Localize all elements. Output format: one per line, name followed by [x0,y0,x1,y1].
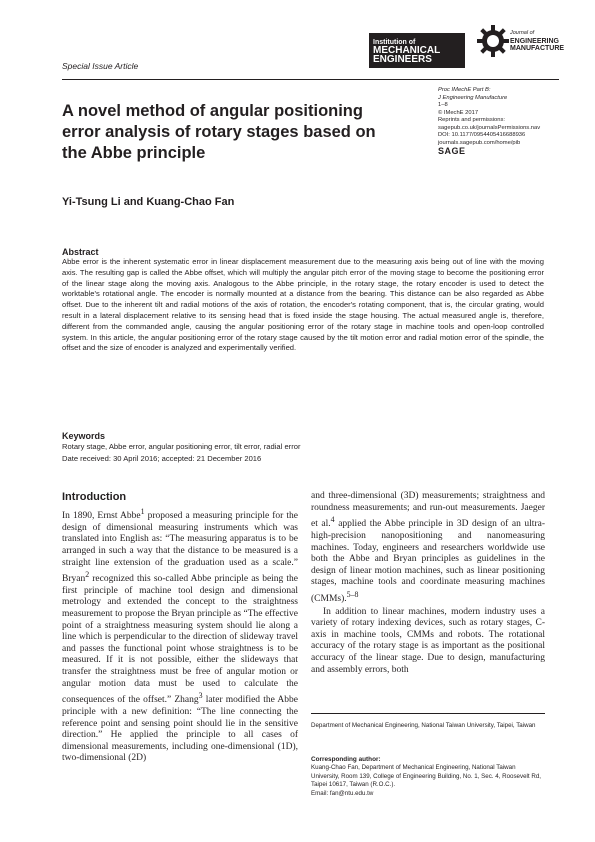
article-type: Special Issue Article [62,61,139,71]
citation-2[interactable]: 2 [85,570,90,580]
journal-logo-line2: ENGINEERING [510,37,560,45]
citation-3[interactable]: 3 [198,691,203,701]
keywords-text: Rotary stage, Abbe error, angular positioning error, tilt error, radial error [62,442,301,451]
keywords-heading: Keywords [62,431,106,441]
intro-paragraph-2: In addition to linear machines, modern industry uses a variety of rotary indexing devices, such as rotary stages, C-axis in machine tools, CMMs and robots. The rotational accuracy of the rotary stage is as important as the positional accuracy of the linear stage. Due to design, manufacturing and assembly errors, both [311,606,545,675]
corresponding-author-address: Kuang-Chao Fan, Department of Mechanical Engineering, National Taiwan University, Room 139, College of Engineering Building, No. 1, Sec. 4, Roosevelt Rd, Taipei 10617, Taiwan (R.O.C.). [311,764,541,788]
abstract-heading: Abstract [62,247,99,257]
abstract-text: Abbe error is the inherent systematic error in linear displacement measurement due to the measuring axis being out of line with the moving axis. The resulting gap is called the Abbe offset, which will multiply the angular pitch error of the moving stage to become the positioning error of the linear stage along the moving axis. Analogous to the Abbe principle, in the rotary stage, the rotary encoder is used to detect the worktable's rotational angle. The encoder is normally mounted at a distance from the bearing. This distance can be also regarded as Abbe offset. Due to the inherent tilt and radial motions of the axis of rotation, the encoder's rotating component, that is, the circular grating, would result in a lateral displacement relative to its sensing head that is fixed inside the stage housing. The actual measured angle is, therefore, different from the commanded angle, causing the angular positioning error of the rotary stage in machine tools and open-loop controlled system. In this article, the angular positioning error of the rotary stage caused by the tilt motion error and radial motion error of the spindle, the offset and the size of encoder is analyzed and experimentally verified. [62,257,544,353]
citation-1[interactable]: 1 [140,507,145,516]
affiliation: Department of Mechanical Engineering, National Taiwan University, Taipei, Taiwan [311,722,536,729]
imeche-logo-line2: MECHANICAL [373,45,441,56]
journal-url[interactable]: journals.sagepub.com/home/pib [438,139,521,146]
doi[interactable]: DOI: 10.1177/0954405416688936 [438,132,526,138]
intro-paragraph-1-cont: and three-dimensional (3D) measurements; straightness and roundness measurements; and run-out measurements. Jaeger et al.$^4$ applied the Abbe principle in 3D design of an ultra-high-precision nanopositioning and nanomeasuring machines. Today, engineers and researchers worldwide use both the Abbe and Bryan principles as guidelines in the design of linear motion machines, such as linear positioning stages, machine tools and coordinate measuring machines (CMMs).$^{5-8}$ [311,491,545,605]
header-rule [62,79,559,80]
authors: Yi-Tsung Li and Kuang-Chao Fan [62,196,235,208]
imeche-logo-line1: Institution of [373,39,416,46]
journal-logo-line1: Journal of [510,30,535,36]
intro-paragraph-1: In 1890, Ernst Abbe$^1$ proposed a measuring principle for the design of dimensional measuring instruments which was translated into English as: “The measuring apparatus is to be arranged in such a way that the distance to be measured is a straight line extension of the graduation used as a scale.” Bryan$^2$ recognized this so-called Abbe principle as being the first principle of machine tool design and dimensional metrology and extended the concept to the straightness measurement to propose the Bryan principle as “The effective point of a straightness measuring system should lie along a line which is perpendicular to the direction of slideway travel and passes the functional point whose straightness is to be measured. If it is not possible, either the slideways that transfer the straightness must be free of angular motion or angular motion data must be used to calculate the consequences of the offset.” Zhang$^3$ later modified the Abbe principle with a new definition: “The line connecting the reference point and sensing point should lie in the sensitive direction.” He applied the principle to all cases of dimensional measurements, including one-dimensional (1D), two-dimensional (2D) [62,507,298,764]
body-column-left [62,506,298,765]
page-range: 1–8 [438,102,448,108]
citation-5-8[interactable]: 5–8 [346,589,359,599]
reprints-link[interactable]: sagepub.co.uk/journalsPermissions.nav [438,124,541,131]
journal-subname: J Engineering Manufacture [438,94,508,101]
journal-meta [438,87,578,156]
corresponding-author-heading: Corresponding author: [311,756,381,763]
imeche-logo [369,33,465,68]
footnote-rule [311,713,545,714]
copyright: © IMechE 2017 [438,109,479,116]
gear-icon [476,24,510,58]
corresponding-author-email[interactable]: Email: fan@ntu.edu.tw [311,789,374,797]
journal-name: Proc IMechE Part B: [438,87,491,93]
article-title: A novel method of angular positioning error analysis of rotary stages based on the Abbe principle [62,102,376,162]
body-column-right [311,491,545,676]
citation-4[interactable]: 4 [330,515,335,525]
introduction-heading: Introduction [62,491,127,503]
journal-logo-line3: MANUFACTURE [510,45,565,52]
corresponding-author [311,764,545,798]
journal-logo [510,30,564,53]
reprints-label: Reprints and permissions: [438,117,506,123]
imeche-logo-line3: ENGINEERS [373,54,432,65]
date-received: Date received: 30 April 2016; accepted: 21 December 2016 [62,454,262,463]
sage-logo: SAGE [438,146,466,156]
